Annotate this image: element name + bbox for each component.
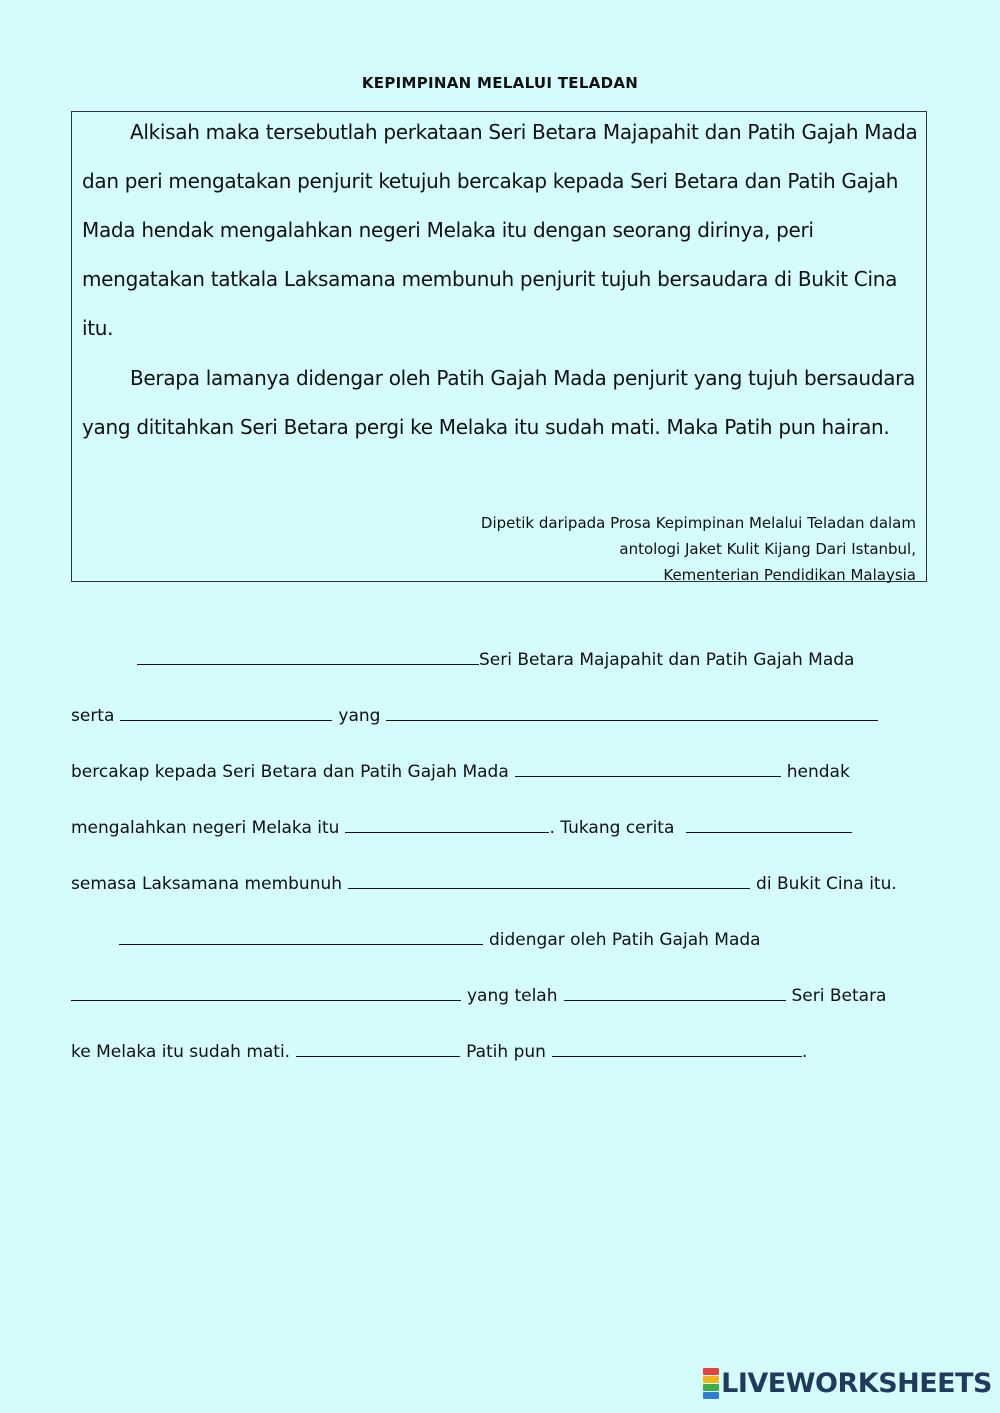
source-line-2: antologi Jaket Kulit Kijang Dari Istanbul, — [619, 540, 916, 558]
exercise-line-3 — [71, 754, 850, 784]
blank-1[interactable] — [137, 642, 479, 665]
exercise-text: yang telah — [467, 986, 558, 1006]
exercise-text: yang — [338, 706, 381, 726]
exercise-text: Seri Betara — [791, 986, 887, 1006]
exercise-text: mengalahkan negeri Melaka itu — [71, 818, 340, 838]
exercise-line-4 — [71, 810, 858, 840]
passage-box — [71, 111, 927, 582]
blank-2[interactable] — [120, 698, 332, 721]
mark-bar-blue — [703, 1392, 719, 1399]
exercise-text: Patih pun — [466, 1042, 546, 1062]
exercise-line-7 — [71, 978, 886, 1008]
exercise-text: bercakap kepada Seri Betara dan Patih Gajah Mada — [71, 762, 509, 782]
exercise-text: didengar oleh Patih Gajah Mada — [489, 930, 761, 950]
blank-4[interactable] — [515, 754, 781, 777]
paragraph-1-text: Alkisah maka tersebutlah perkataan Seri Betara Majapahit dan Patih Gajah Mada dan peri mengatakan penjurit ketujuh bercakap kepada Seri Betara dan Patih Gajah Mada hendak mengalahkan negeri Melaka itu dengan seorang dirinya, peri mengatakan tatkala Laksamana membunuh penjurit tujuh bersaudara di Bukit Cina itu. — [82, 120, 918, 340]
exercise-text: serta — [71, 706, 115, 726]
blank-9[interactable] — [71, 978, 461, 1001]
liveworksheets-mark-icon — [703, 1367, 719, 1399]
exercise-text: Seri Betara Majapahit dan Patih Gajah Mada — [479, 650, 855, 670]
exercise-line-2 — [71, 698, 884, 728]
blank-8[interactable] — [119, 922, 483, 945]
source-line-1: Dipetik daripada Prosa Kepimpinan Melalui Teladan dalam — [480, 514, 916, 532]
mark-bar-yellow — [703, 1376, 719, 1383]
source-line-3: Kementerian Pendidikan Malaysia — [663, 566, 916, 584]
blank-10[interactable] — [564, 978, 786, 1001]
page-title: KEPIMPINAN MELALUI TELADAN — [361, 74, 639, 92]
blank-7[interactable] — [348, 866, 750, 889]
mark-bar-green — [703, 1384, 719, 1391]
source-citation — [481, 510, 916, 588]
blank-6[interactable] — [686, 810, 852, 833]
exercise-text: semasa Laksamana membunuh — [71, 874, 343, 894]
mark-bar-red — [703, 1368, 719, 1375]
passage-paragraph-2 — [82, 354, 918, 452]
exercise-line-6 — [119, 922, 761, 952]
liveworksheets-logo — [703, 1367, 992, 1399]
exercise-text: ke Melaka itu sudah mati. — [71, 1042, 291, 1062]
exercise-line-1 — [137, 642, 854, 672]
exercise-text: di Bukit Cina itu. — [756, 874, 897, 894]
exercise-line-8 — [71, 1034, 807, 1064]
paragraph-2-text: Berapa lamanya didengar oleh Patih Gajah Mada penjurit yang tujuh bersaudara yang dititahkan Seri Betara pergi ke Melaka itu sudah mati. Maka Patih pun hairan. — [82, 366, 916, 439]
passage-paragraph-1 — [82, 108, 918, 353]
exercise-text: hendak — [786, 762, 850, 782]
blank-3[interactable] — [386, 698, 878, 721]
exercise-text: . Tukang cerita — [549, 818, 675, 838]
blank-12[interactable] — [552, 1034, 802, 1057]
blank-11[interactable] — [296, 1034, 460, 1057]
blank-5[interactable] — [345, 810, 549, 833]
exercise-line-5 — [71, 866, 897, 896]
exercise-text: . — [801, 1042, 808, 1062]
liveworksheets-wordmark: LIVEWORKSHEETS — [721, 1367, 992, 1399]
